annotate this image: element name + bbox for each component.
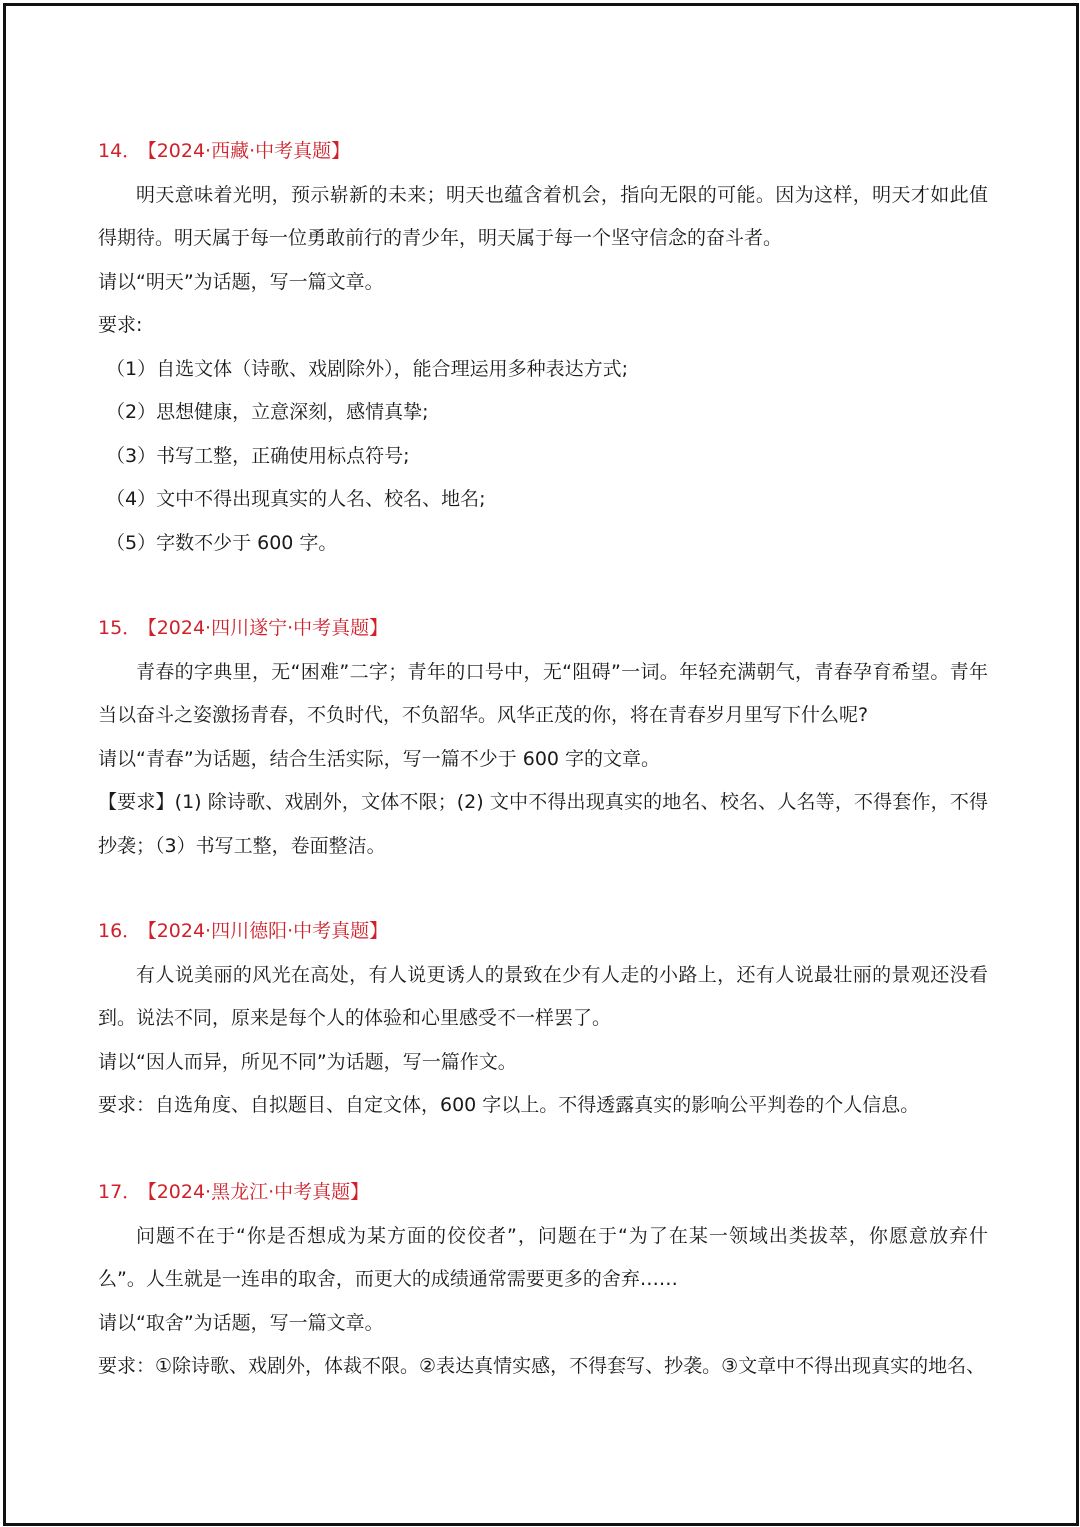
question-prompt: 请以“青春”为话题，结合生活实际，写一篇不少于 600 字的文章。 [98,747,661,770]
question-material: 问题不在于“你是否想成为某方面的佼佼者”，问题在于“为了在某一领域出类拔萃，你愿意放弃什么”。人生就是一连串的取舍，而更大的成绩通常需要更多的舍弃…… [98,1224,988,1290]
question-requirements: 要求：自选角度、自拟题目、自定文体，600 字以上。不得透露真实的影响公平判卷的个人信息。 [98,1094,920,1116]
question-header [98,910,988,954]
question-header [98,130,988,174]
question-material: 青春的字典里，无“困难”二字；青年的口号中，无“阻碍”一词。年轻充满朝气，青春孕育希望。青年当以奋斗之姿激扬青春，不负时代，不负韶华。风华正茂的你，将在青春岁月里写下什么呢? [98,660,988,726]
requirement-item: （1）自选文体（诗歌、戏剧除外），能合理运用多种表达方式; [106,357,628,380]
question-number: 16． [98,920,142,942]
requirement-item: （2）思想健康，立意深刻，感情真挚; [106,401,429,423]
question-header [98,607,988,651]
requirement-item: （4）文中不得出现真实的人名、校名、地名; [106,488,486,510]
question-material: 明天意味着光明，预示崭新的未来；明天也蕴含着机会，指向无限的可能。因为这样，明天才如此值得期待。明天属于每一位勇敢前行的青少年，明天属于每一个坚守信念的奋斗者。 [98,183,988,249]
question-16 [98,910,988,1128]
question-source: 【2024·四川遂宁·中考真题】 [147,617,389,639]
question-header [98,1171,988,1215]
question-source: 【2024·黑龙江·中考真题】 [147,1181,370,1203]
question-prompt: 请以“明天”为话题，写一篇文章。 [98,270,384,293]
question-number: 15． [98,617,142,639]
requirement-item: （3）书写工整，正确使用标点符号; [106,444,410,467]
question-15 [98,607,988,868]
question-14 [98,130,988,565]
question-17 [98,1171,988,1389]
question-prompt: 请以“因人而异，所见不同”为话题，写一篇作文。 [98,1050,517,1073]
question-source: 【2024·西藏·中考真题】 [147,140,351,162]
question-number: 14． [98,140,142,162]
question-source: 【2024·四川德阳·中考真题】 [147,920,389,942]
requirements-title: 要求: [98,314,143,336]
question-requirements: 要求：①除诗歌、戏剧外，体裁不限。②表达真情实感，不得套写、抄袭。③文章中不得出现真实的地名、 [98,1355,986,1377]
question-material: 有人说美丽的风光在高处，有人说更诱人的景致在少有人走的小路上，还有人说最壮丽的景观还没看到。说法不同，原来是每个人的体验和心里感受不一样罢了。 [98,963,988,1029]
question-number: 17． [98,1181,142,1203]
requirement-item: （5）字数不少于 600 字。 [106,531,338,554]
question-requirements: 【要求】(1) 除诗歌、戏剧外，文体不限；(2) 文中不得出现真实的地名、校名、人名等，不得套作，不得抄袭；（3）书写工整，卷面整洁。 [98,791,988,857]
question-prompt: 请以“取舍”为话题，写一篇文章。 [98,1311,384,1334]
